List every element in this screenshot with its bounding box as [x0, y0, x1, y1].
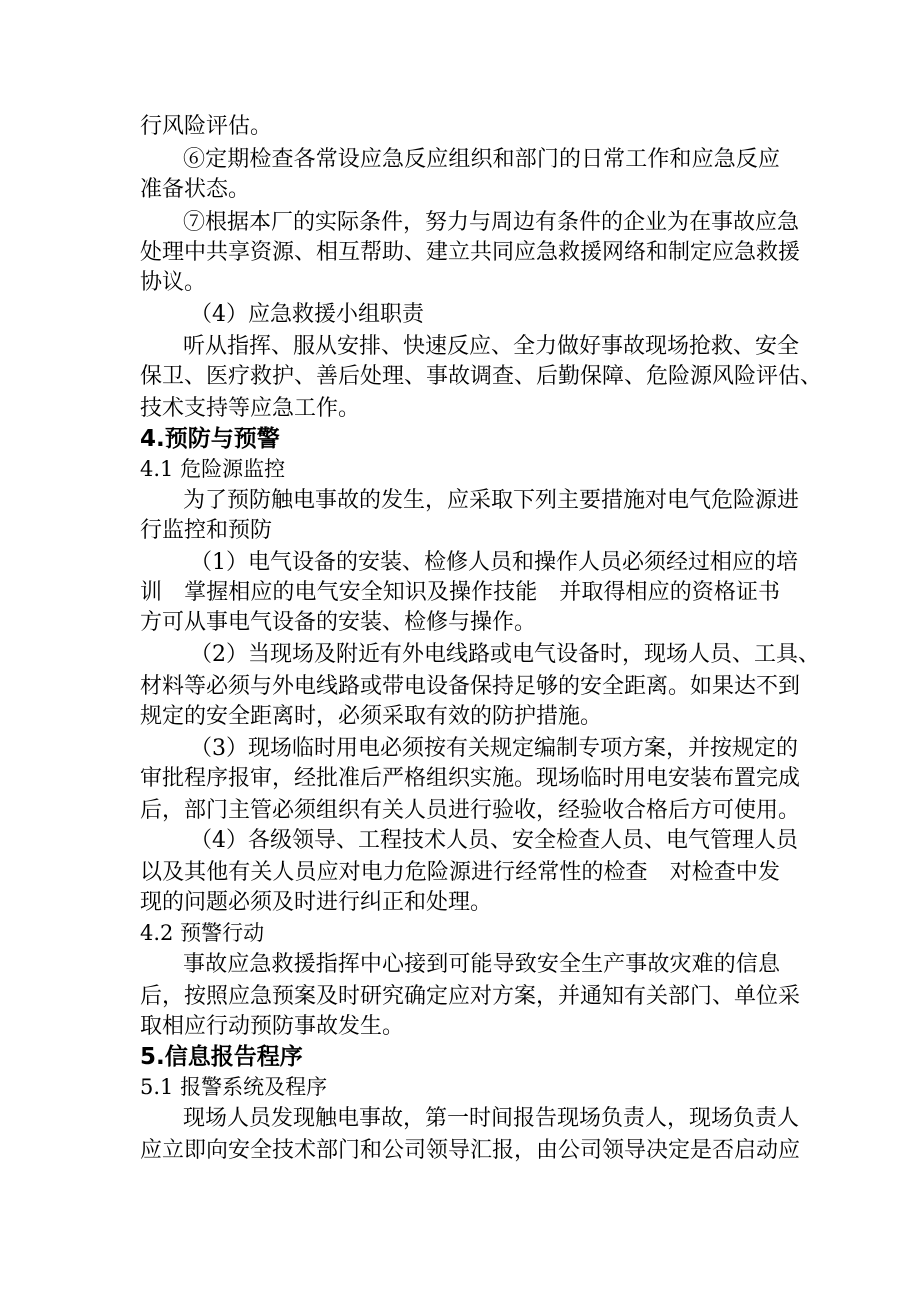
subsection-heading: 5.1 报警系统及程序 — [140, 1075, 328, 1099]
paragraph-line: 为了预防触电事故的发生，应采取下列主要措施对电气危险源进 — [183, 488, 800, 513]
section-heading: 5.信息报告程序 — [140, 1044, 303, 1070]
subsection-heading: 4.1 危险源监控 — [140, 457, 286, 481]
paragraph-line: 应立即向安全技术部门和公司领导汇报，由公司领导决定是否启动应 — [140, 1138, 801, 1163]
paragraph-line: 保卫、医疗救护、善后处理、事故调查、后勤保障、危险源风险评估、 — [140, 364, 823, 389]
paragraph-line: （3）现场临时用电必须按有关规定编制专项方案，并按规定的 — [190, 736, 798, 761]
paragraph-line: ⑥定期检查各常设应急反应组织和部门的日常工作和应急反应 — [183, 147, 780, 172]
paragraph-line: 技术支持等应急工作。 — [140, 396, 361, 421]
paragraph-line: 听从指挥、服从安排、快速反应、全力做好事故现场抢救、安全 — [183, 334, 800, 359]
paragraph-line: 协议。 — [140, 270, 207, 295]
paragraph-line: 行监控和预防 — [140, 518, 273, 543]
paragraph-line: 材料等必须与外电线路或带电设备保持足够的安全距离。如果达不到 — [140, 674, 801, 699]
paragraph-line: 训 掌握相应的电气安全知识及操作技能 并取得相应的资格证书 — [140, 580, 780, 605]
paragraph-line: 以及其他有关人员应对电力危险源进行经常性的检查 对检查中发 — [140, 860, 780, 885]
section-heading: 4.预防与预警 — [140, 426, 280, 452]
paragraph-line: 行风险评估。 — [140, 114, 273, 139]
paragraph-line: （4）各级领导、工程技术人员、安全检查人员、电气管理人员 — [190, 828, 798, 853]
paragraph-line: 取相应行动预防事故发生。 — [140, 1014, 405, 1039]
paragraph-line: 审批程序报审，经批准后严格组织实施。现场临时用电安装布置完成 — [140, 766, 801, 791]
paragraph-line: ⑦根据本厂的实际条件，努力与周边有条件的企业为在事故应急 — [183, 210, 800, 235]
paragraph-line: 后，按照应急预案及时研究确定应对方案，并通知有关部门、单位采 — [140, 984, 801, 1009]
paragraph-line: 处理中共享资源、相互帮助、建立共同应急救援网络和制定应急救援 — [140, 240, 801, 265]
paragraph-line: 规定的安全距离时，必须采取有效的防护措施。 — [140, 704, 603, 729]
paragraph-line: 现的问题必须及时进行纠正和处理。 — [140, 890, 493, 915]
paragraph-line: （1）电气设备的安装、检修人员和操作人员必须经过相应的培 — [190, 550, 798, 575]
paragraph-line: 后，部门主管必须组织有关人员进行验收，经验收合格后方可使用。 — [140, 798, 801, 823]
paragraph-line: 准备状态。 — [140, 177, 251, 202]
paragraph-line: 事故应急救援指挥中心接到可能导致安全生产事故灾难的信息 — [183, 952, 780, 977]
paragraph-line: 现场人员发现触电事故，第一时间报告现场负责人，现场负责人 — [183, 1106, 800, 1131]
list-item-heading: （4）应急救援小组职责 — [190, 302, 424, 327]
paragraph-line: 方可从事电气设备的安装、检修与操作。 — [140, 610, 537, 635]
paragraph-line: （2）当现场及附近有外电线路或电气设备时，现场人员、工具、 — [190, 642, 820, 667]
subsection-heading: 4.2 预警行动 — [140, 921, 265, 945]
